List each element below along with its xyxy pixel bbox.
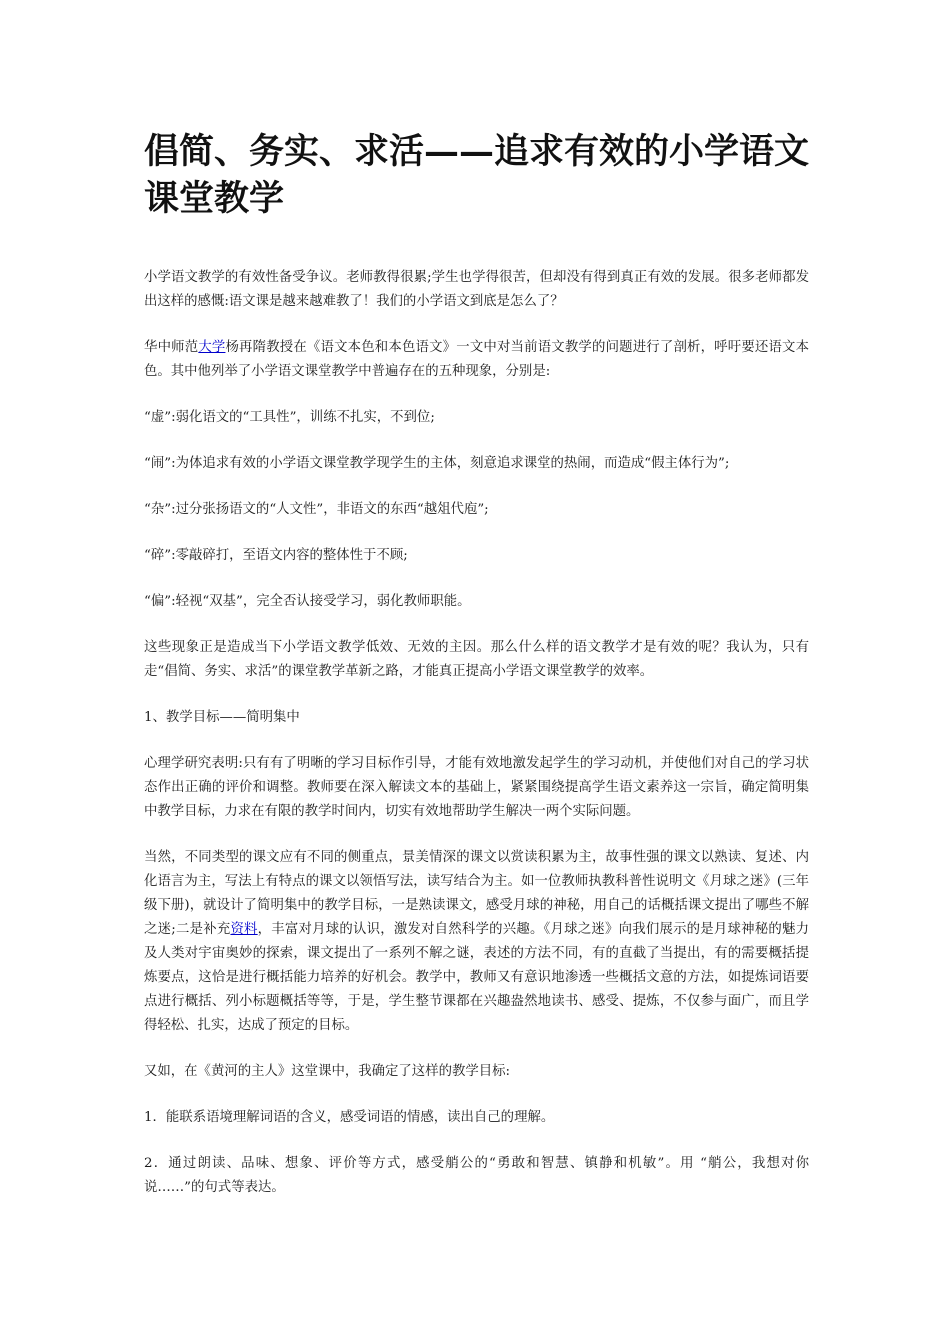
paragraph-psychology: 心理学研究表明:只有有了明晰的学习目标作引导，才能有效地激发起学生的学习动机，并使他们对自己的学习状态作出正确的评价和调整。教师要在深入解读文本的基础上，紧紧围绕提高学生语文素养这一宗旨，确定简明集中教学目标，力求在有限的教学时间内，切实有效地帮助学生解决一两个实际问题。 xyxy=(144,756,809,819)
paragraph-text: 杨再隋教授在《语文本色和本色语文》一文中对当前语文教学的问题进行了剖析，呼吁要还语文本色。其中他列举了小学语文课堂教学中普遍存在的五种现象，分别是: xyxy=(144,340,810,379)
paragraph-text: 华中师范 xyxy=(144,340,199,355)
paragraph-text: 当然，不同类型的课文应有不同的侧重点，景美情深的课文以赏读积累为主，故事性强的课文以熟读、复述、内化语言为主，写法上有特点的课文以领悟写法，读写结合为主。如一位教师执教科普性说明文《月球之迷》(三年级下册)，就设计了简明集中的教学目标，一是熟读课文，感受月球的神秘，用自己的话概括课文提出了哪些不解之迷;二是补充 xyxy=(144,850,809,937)
goal-item-1: 1．能联系语境理解词语的含义，感受词语的情感，读出自己的理解。 xyxy=(144,1110,555,1125)
phenomenon-za: “杂”:过分张扬语文的“人文性”，非语文的东西“越俎代庖”; xyxy=(144,502,489,517)
paragraph-background xyxy=(144,336,809,384)
article-title: 倡简、务实、求活——追求有效的小学语文课堂教学 xyxy=(144,131,810,219)
goal-item-2: 2．通过朗读、品味、想象、评价等方式，感受艄公的“勇敢和智慧、镇静和机敏”。用 “艄公，我想对你说……”的句式等表达。 xyxy=(144,1156,809,1195)
phenomenon-sui: “碎”:零敲碎打，至语文内容的整体性于不顾; xyxy=(144,548,408,563)
paragraph-example-river: 又如，在《黄河的主人》这堂课中，我确定了这样的教学目标: xyxy=(144,1064,511,1079)
paragraph-intro: 小学语文教学的有效性备受争议。老师教得很累;学生也学得很苦，但却没有得到真正有效的发展。很多老师都发出这样的感慨:语文课是越来越难教了！我们的小学语文到底是怎么了？ xyxy=(144,270,809,309)
article-body xyxy=(144,128,809,1222)
paragraph-example-moon xyxy=(144,846,809,1038)
paragraph-text: ，丰富对月球的认识，激发对自然科学的兴趣。《月球之迷》向我们展示的是月球神秘的魅力及人类对宇宙奥妙的探索，课文提出了一系列不解之谜，表述的方法不同，有的直截了当提出，有的需要概括提炼要点，这恰是进行概括能力培养的好机会。教学中，教师又有意识地渗透一些概括文意的方法，如提炼词语要点进行概括、列小标题概括等等，于是，学生整节课都在兴趣盎然地读书、感受、提炼，不仅参与面广，而且学得轻松、扎实，达成了预定的目标。 xyxy=(144,922,810,1033)
phenomenon-nao: “闹”:为体追求有效的小学语文课堂教学现学生的主体，刻意追求课堂的热闹，而造成“假主体行为”; xyxy=(144,456,730,471)
daxue-link[interactable]: 大学 xyxy=(198,340,226,355)
section-heading-1: 1、教学目标——简明集中 xyxy=(144,710,300,725)
phenomenon-pian: “偏”:轻视“双基”，完全否认接受学习，弱化教师职能。 xyxy=(144,594,471,609)
ziliao-link[interactable]: 资料 xyxy=(230,922,258,937)
phenomenon-xu: “虚”:弱化语文的“工具性”，训练不扎实，不到位; xyxy=(144,410,435,425)
paragraph-thesis: 这些现象正是造成当下小学语文教学低效、无效的主因。那么什么样的语文教学才是有效的呢？我认为，只有走“倡简、务实、求活”的课堂教学革新之路，才能真正提高小学语文课堂教学的效率。 xyxy=(144,640,809,679)
